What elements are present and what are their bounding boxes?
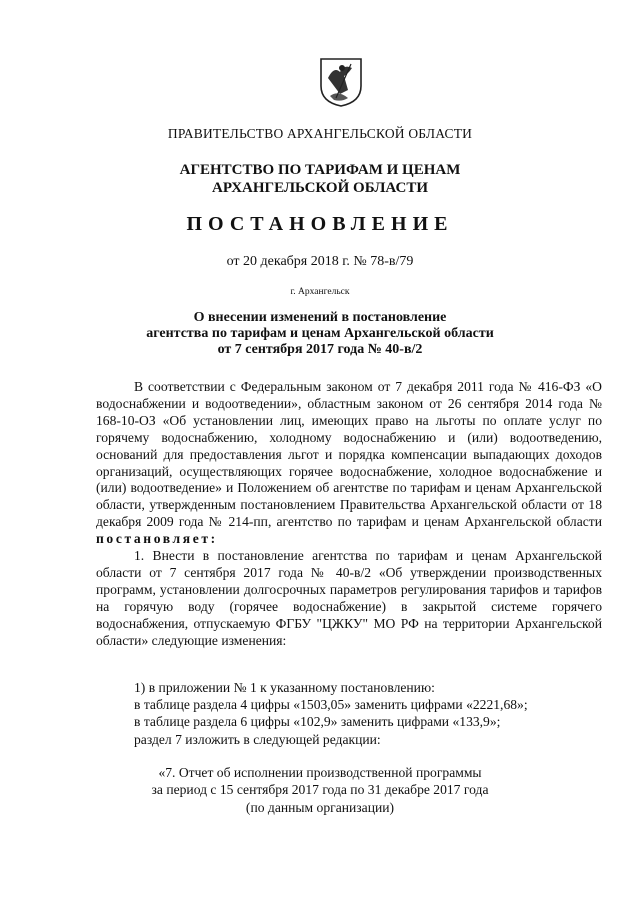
subject-line3: от 7 сентября 2017 года № 40-в/2 [217, 342, 423, 357]
preamble-text: В соответствии с Федеральным законом от 7 декабря 2011 года № 416-ФЗ «О водоснабжении и водоотведении», областным законом от 26 сентября 2014 года № 168-10-ОЗ «Об установлении лиц, имеющих право на льготы по оплате услуг по горячему водоснабжению, холодному водоснабжению и (или) водоотведению, оснований для предоставления льгот и порядка компенсации выпадающих доходов организаций, осуществляющих горячее водоснабжение, холодное водоснабжение и (или) водоотведение» и Положением об агентстве по тарифам и ценам Архангельской области, утвержденным постановлением Правительства Архангельской области от 18 декабря 2009 года № 214-пп, агентство по тарифам и ценам Архангельской области [96, 379, 602, 530]
resolves-word: постановляет: [96, 531, 218, 547]
subject-line2: агентства по тарифам и ценам Архангельской области [146, 326, 494, 341]
report-heading-line3: (по данным организации) [245, 799, 395, 815]
city: г. Архангельск [290, 287, 350, 297]
report-heading [0, 764, 640, 816]
point-1-paragraph: 1. Внести в постановление агентства по тарифам и ценам Архангельской области от 7 сентября 2017 года № 40-в/2 «Об утверждении производственных программ, установлении долгосрочных параметров регулирования тарифов и тарифов на горячую воду (горячее водоснабжение) в закрытой системе горячего водоснабжения, отпускаемую ФГБУ "ЦЖКУ" МО РФ на территории Архангельской области» следующие изменения: [96, 548, 602, 648]
document-subject [0, 310, 640, 358]
subject-line1: О внесении изменений в постановление [193, 310, 447, 325]
changes-list [134, 679, 604, 748]
list-item: в таблице раздела 4 цифры «1503,05» заменить цифрами «2221,68»; [134, 697, 528, 713]
report-heading-line1: «7. Отчет об исполнении производственной программы [158, 765, 482, 780]
preamble-paragraph [96, 379, 602, 548]
date-and-number: от 20 декабря 2018 г. № 78-в/79 [226, 254, 414, 269]
document-type: ПОСТАНОВЛЕНИЕ [186, 213, 454, 235]
list-item: в таблице раздела 6 цифры «102,9» заменить цифрами «133,9»; [134, 714, 501, 730]
body-text [96, 379, 602, 650]
agency-title [0, 161, 640, 197]
government-title: ПРАВИТЕЛЬСТВО АРХАНГЕЛЬСКОЙ ОБЛАСТИ [167, 126, 473, 141]
archangel-coat-of-arms-icon [318, 56, 364, 108]
report-heading-line2: за период с 15 сентября 2017 года по 31 декабре 2017 года [151, 782, 489, 798]
list-item: 1) в приложении № 1 к указанному постановлению: [134, 680, 435, 695]
list-item: раздел 7 изложить в следующей редакции: [134, 731, 381, 747]
agency-title-line1: АГЕНТСТВО ПО ТАРИФАМ И ЦЕНАМ [179, 162, 461, 178]
agency-title-line2: АРХАНГЕЛЬСКОЙ ОБЛАСТИ [212, 180, 428, 196]
